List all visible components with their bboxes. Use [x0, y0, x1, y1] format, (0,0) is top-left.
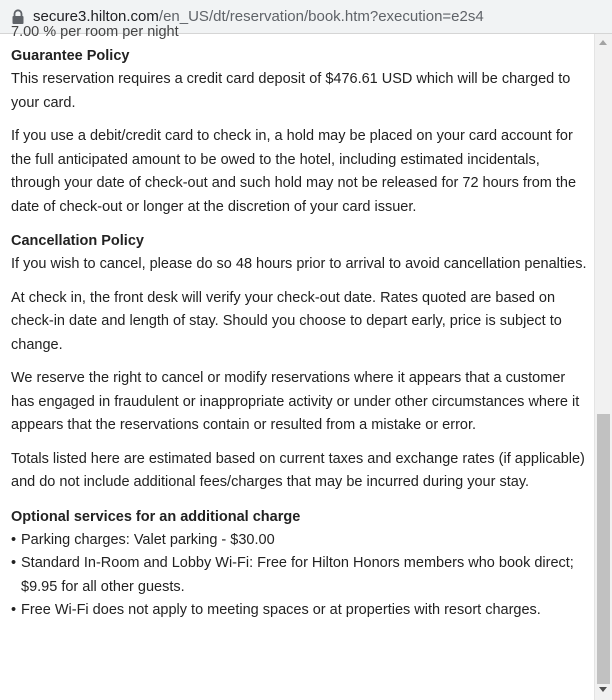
list-item: • Free Wi-Fi does not apply to meeting spaces or at properties with resort charges.: [11, 599, 589, 623]
list-item: • Parking charges: Valet parking - $30.00: [11, 529, 589, 553]
url-host: secure3.hilton.com: [33, 8, 159, 25]
scroll-down-arrow-icon[interactable]: [599, 687, 607, 692]
cancellation-policy-paragraph: If you wish to cancel, please do so 48 hours prior to arrival to avoid cancellation penalties.: [11, 256, 587, 272]
cancellation-policy-paragraph: We reserve the right to cancel or modify reservations where it appears that a customer has engaged in fraudulent or inappropriate activity or under other circumstances where it appears that the reservations contain or resulted from a mistake or error.: [11, 370, 580, 433]
cancellation-policy-paragraph: At check in, the front desk will verify your check-out date. Rates quoted are based on check-in date and length of stay. Should you choose to depart early, price is subject to change.: [11, 289, 562, 353]
url-path: /en_US/dt/reservation/book.htm?execution=e2s4: [158, 8, 484, 25]
vertical-scrollbar[interactable]: [594, 34, 612, 700]
guarantee-policy-paragraph: If you use a debit/credit card to check in, a hold may be placed on your card account for the full anticipated amount to be owed to the hotel, including estimated incidentals, through your date of check-out and such hold may not be released for 72 hours from the date of check-out or longer at the discretion of your card issuer.: [11, 128, 577, 215]
guarantee-policy-paragraph: This reservation requires a credit card deposit of $476.61 USD which will be charged to your card.: [11, 71, 571, 111]
optional-services-heading: Optional services for an additional charge: [11, 508, 301, 525]
scrollbar-thumb[interactable]: [597, 414, 610, 684]
guarantee-policy-heading: Guarantee Policy: [11, 48, 130, 64]
list-item: • Standard In-Room and Lobby Wi-Fi: Free for Hilton Honors members who book direct; $9.95 for all other guests.: [11, 552, 589, 599]
scroll-up-arrow-icon[interactable]: [599, 40, 607, 45]
page-content: [0, 24, 594, 700]
cancellation-policy-paragraph: Totals listed here are estimated based on current taxes and exchange rates (if applicable) and do not include additional fees/charges that may be incurred during your stay.: [11, 450, 585, 490]
cancellation-policy-heading: Cancellation Policy: [11, 233, 144, 249]
cutoff-tax-line: 7.00 % per room per night: [11, 24, 179, 40]
optional-services-list: [11, 529, 589, 623]
